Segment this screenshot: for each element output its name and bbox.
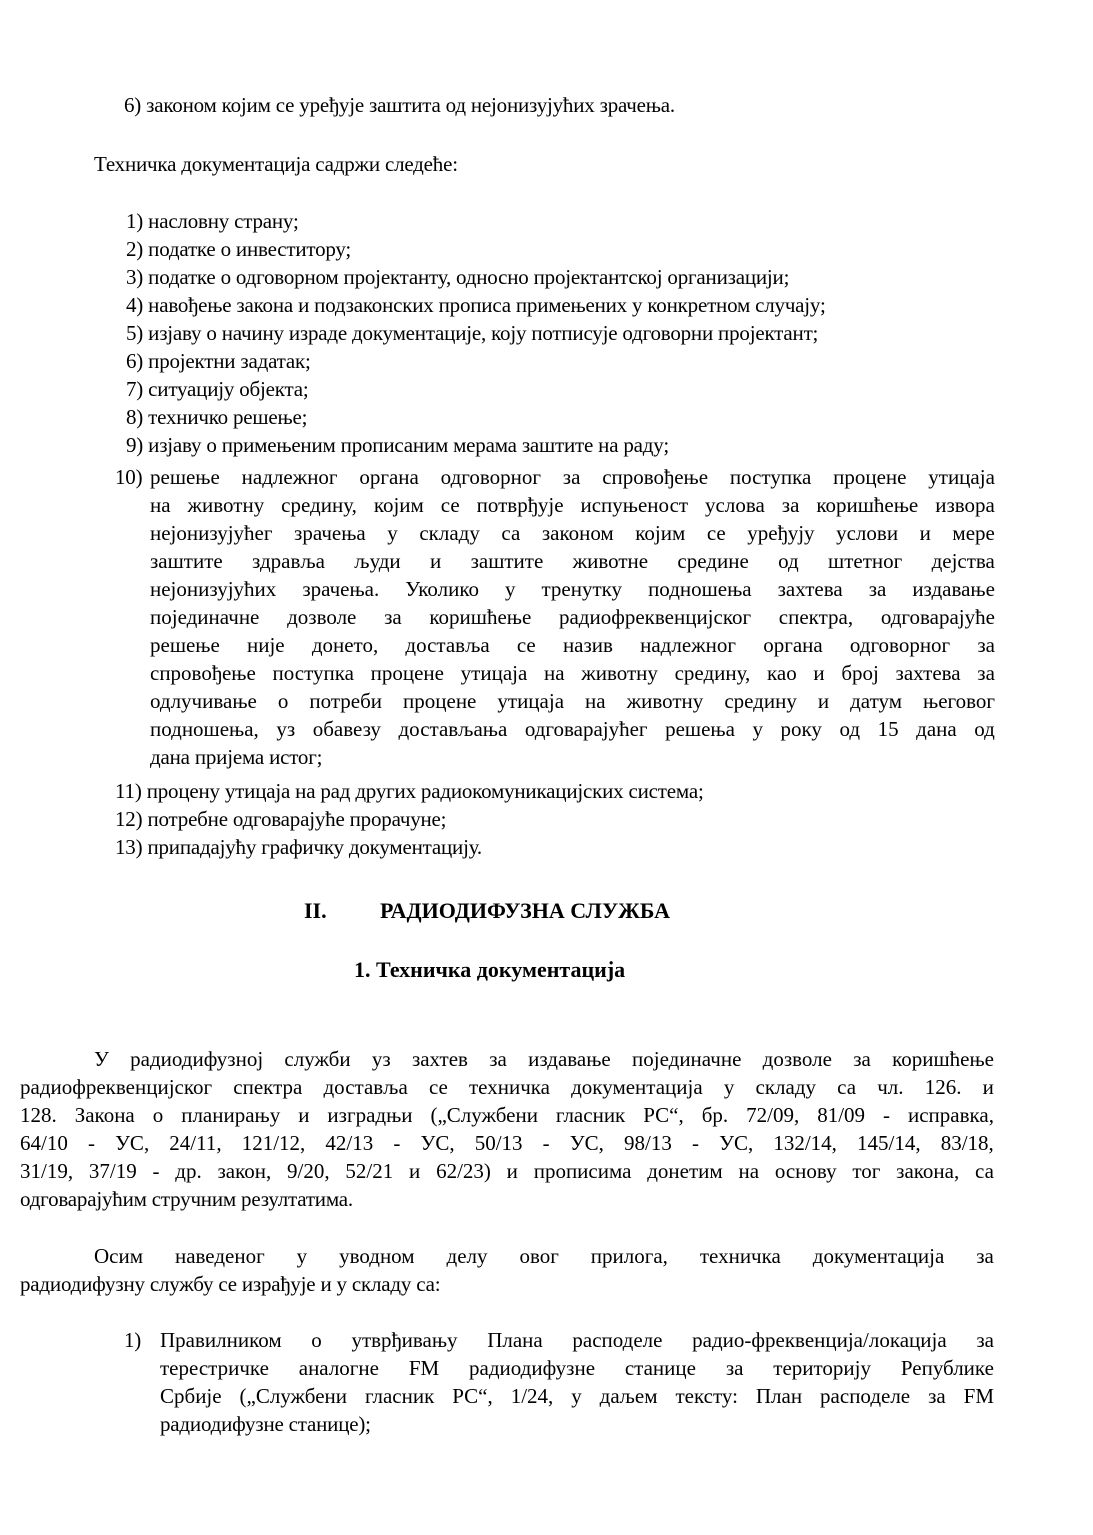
- list-item: [126, 375, 308, 403]
- list-text-line: нејонизујућег зрачења у складу са законом којим се уређују услови и мере: [150, 521, 995, 545]
- list-number: 7): [126, 377, 144, 401]
- list-item: [115, 833, 482, 861]
- list-text-line: спровођење поступка процене утицаја на животну средину, као и број захтева за: [150, 661, 995, 685]
- section-number: II.: [304, 898, 327, 923]
- list-text-line: дана пријема истог;: [150, 745, 323, 769]
- list-text: пројектни задатак;: [148, 349, 311, 373]
- paragraph-line: 31/19, 37/19 - др. закон, 9/20, 52/21 и 62/23) и прописима донетим на основу тог закона, са: [20, 1159, 994, 1183]
- contents-lead: Техничка документација садржи следеће:: [94, 152, 458, 176]
- list-text: ситуацију објекта;: [148, 377, 309, 401]
- list-item: [115, 805, 446, 833]
- section-title: РАДИОДИФУЗНА СЛУЖБА: [380, 898, 670, 923]
- list-item: [126, 291, 826, 319]
- list-text-line: Србије („Службени гласник РС“, 1/24, у даљем тексту: План расподеле за FM: [160, 1384, 994, 1408]
- list-number: 5): [126, 321, 144, 345]
- list-text: процену утицаја на рад других радиокомуникацијских система;: [146, 779, 704, 803]
- list-item: [126, 207, 299, 235]
- paragraph-line: 128. Закона о планирању и изградњи („Службени гласник РС“, бр. 72/09, 81/09 - исправка,: [20, 1103, 994, 1127]
- list-number: 11): [115, 779, 142, 803]
- list-text-line: радиодифузне станице);: [160, 1412, 371, 1436]
- list-text: изјаву о примењеним прописаним мерама заштите на раду;: [148, 433, 669, 457]
- list-item: [126, 263, 789, 291]
- list-number: 13): [115, 835, 143, 859]
- list-number: 12): [115, 807, 143, 831]
- list-text: изјаву о начину израде документације, коју потписује одговорни пројектант;: [148, 321, 819, 345]
- list-number: 4): [126, 293, 144, 317]
- list-number: 2): [126, 237, 144, 261]
- list-item: [126, 403, 307, 431]
- list-text: припадајућу графичку документацију.: [147, 835, 482, 859]
- list-text-line: подношења, уз обавезу достављања одговарајућег решења у року од 15 дана од: [150, 717, 995, 741]
- list-number: 10): [115, 465, 143, 489]
- list-text: податке о инвеститору;: [148, 237, 352, 261]
- list-item: [115, 777, 704, 805]
- list-text-line: нејонизујућих зрачења. Уколико у тренутку подношења захтева за издавање: [150, 577, 995, 601]
- list-text-line: на животну средину, којим се потврђује испуњеност услова за коришћење извора: [150, 493, 995, 517]
- paragraph-line: Осим наведеног у уводном делу овог прилога, техничка документација за: [94, 1244, 994, 1268]
- list-text-line: одлучивање о потреби процене утицаја на животну средину и датум његовог: [150, 689, 995, 713]
- list-text: податке о одговорном пројектанту, односно пројектантској организацији;: [148, 265, 790, 289]
- list-text-line: решење није донето, доставља се назив надлежног органа одговорног за: [150, 633, 995, 657]
- list-number: 6): [126, 349, 144, 373]
- intro-item-6: 6) законом којим се уређује заштита од нејонизујућих зрачења.: [124, 93, 675, 117]
- list-text: потребне одговарајуће прорачуне;: [147, 807, 447, 831]
- list-text: техничко решење;: [148, 405, 308, 429]
- list-text-line: терестричке аналогне FM радиодифузне станице за територију Републике: [160, 1356, 994, 1380]
- paragraph-line: радиофреквенцијског спектра доставља се техничка документација у складу са чл. 126. и: [20, 1075, 994, 1099]
- list-number: 1): [124, 1328, 142, 1352]
- list-text-line: појединачне дозволе за коришћење радиофреквенцијског спектра, одговарајуће: [150, 605, 995, 629]
- list-text-line: заштите здравља људи и заштите животне средине од штетног дејства: [150, 549, 995, 573]
- list-number: 8): [126, 405, 144, 429]
- paragraph-line: радиодифузну службу се израђује и у складу са:: [20, 1272, 441, 1296]
- list-text-line: решење надлежног органа одговорног за спровођење поступка процене утицаја: [150, 465, 995, 489]
- list-number: 9): [126, 433, 144, 457]
- list-item: [126, 319, 818, 347]
- list-text: насловну страну;: [148, 209, 299, 233]
- paragraph-line: У радиодифузној служби уз захтев за издавање појединачне дозволе за коришћење: [94, 1047, 994, 1071]
- list-number: 1): [126, 209, 144, 233]
- list-item: [126, 347, 311, 375]
- list-item: [126, 235, 351, 263]
- list-text: навођење закона и подзаконских прописа примењених у конкретном случају;: [148, 293, 826, 317]
- list-text-line: Правилником о утврђивању Плана расподеле радио-фреквенција/локација за: [160, 1328, 994, 1352]
- paragraph-line: одговарајућим стручним резултатима.: [20, 1187, 353, 1211]
- list-number: 3): [126, 265, 144, 289]
- paragraph-line: 64/10 - УС, 24/11, 121/12, 42/13 - УС, 50/13 - УС, 98/13 - УС, 132/14, 145/14, 83/18,: [20, 1131, 994, 1155]
- section-subtitle: 1. Техничка документација: [354, 957, 626, 982]
- list-item: [126, 431, 669, 459]
